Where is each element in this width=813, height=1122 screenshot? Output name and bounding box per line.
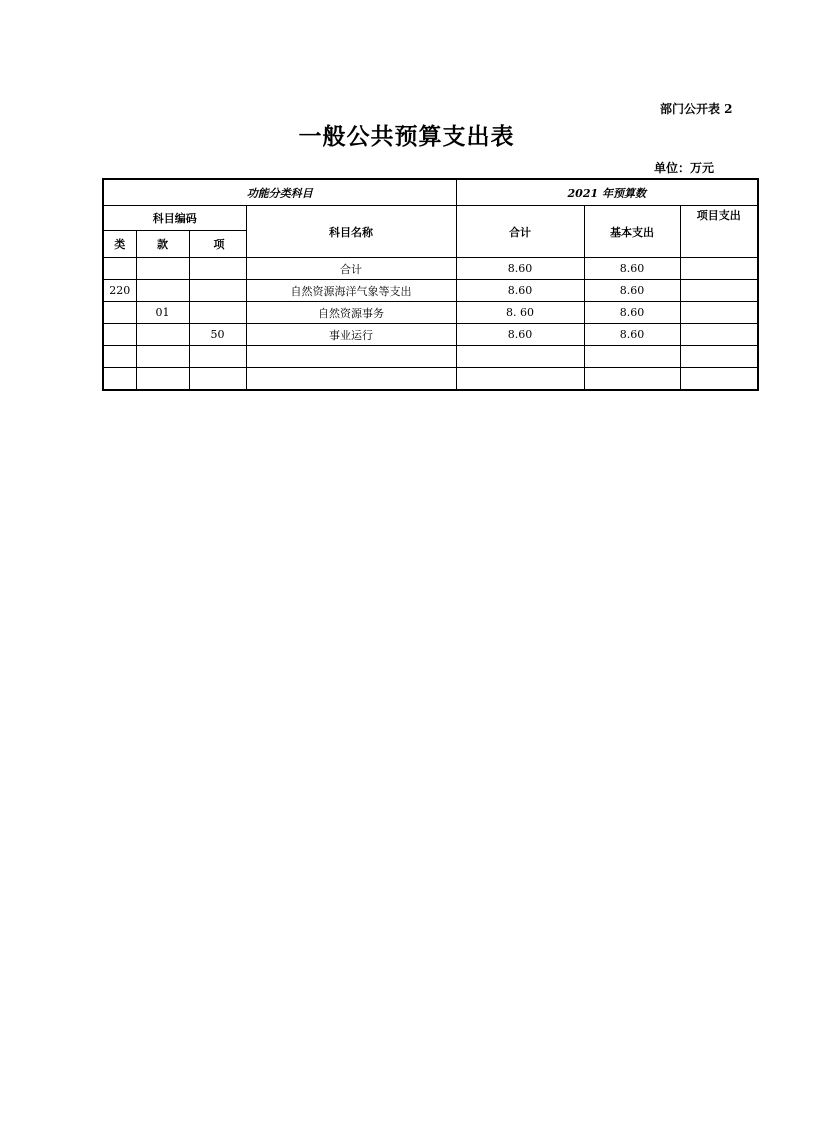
cell-xiang [189,302,246,324]
cell-total [456,346,584,368]
cell-kuan [136,280,189,302]
cell-project [680,302,758,324]
cell-lei [103,324,136,346]
cell-total: 8.60 [456,280,584,302]
cell-lei [103,258,136,280]
cell-name: 合计 [246,258,456,280]
cell-project [680,368,758,391]
table-row [103,368,758,391]
cell-lei: 220 [103,280,136,302]
cell-project [680,346,758,368]
cell-lei [103,346,136,368]
cell-name [246,346,456,368]
cell-kuan: 01 [136,302,189,324]
page-title: 一般公共预算支出表 [298,123,515,150]
table-row [103,346,758,368]
header-basic: 基本支出 [584,206,680,258]
cell-xiang [189,258,246,280]
cell-total: 8.60 [456,324,584,346]
cell-kuan [136,346,189,368]
header-xiang [189,231,246,258]
cell-xiang [189,346,246,368]
cell-name [246,368,456,391]
cell-kuan [136,324,189,346]
cell-basic [584,368,680,391]
cell-kuan [136,368,189,391]
cell-basic: 8.60 [584,324,680,346]
unit-label: 单位：万元 [654,161,715,175]
header-class: 类 [103,231,136,258]
cell-basic: 8.60 [584,302,680,324]
header-name: 科目名称 [246,206,456,258]
cell-lei [103,302,136,324]
doc-label: 部门公开表 2 [660,102,733,116]
cell-total: 8. 60 [456,302,584,324]
cell-kuan [136,258,189,280]
header-xiang-text: 项 [213,238,225,251]
header-functional: 功能分类科目 [103,179,456,206]
cell-xiang [189,280,246,302]
table-row [103,302,758,324]
cell-project [680,280,758,302]
table-row [103,280,758,302]
cell-name: 事业运行 [246,324,456,346]
cell-basic [584,346,680,368]
header-total: 合计 [456,206,584,258]
header-row-1 [103,179,758,206]
header-project: 项目支出 [680,206,758,258]
header-code: 科目编码 [103,206,246,231]
cell-lei [103,368,136,391]
cell-xiang [189,368,246,391]
cell-name: 自然资源海洋气象等支出 [246,280,456,302]
cell-total [456,368,584,391]
header-row-2 [103,206,758,231]
budget-table [102,178,759,391]
cell-basic: 8.60 [584,280,680,302]
table-row [103,324,758,346]
cell-project [680,258,758,280]
cell-xiang: 50 [189,324,246,346]
cell-project [680,324,758,346]
cell-total: 8.60 [456,258,584,280]
header-budget: 2021 年预算数 [456,179,758,206]
cell-name: 自然资源事务 [246,302,456,324]
cell-basic: 8.60 [584,258,680,280]
header-kuan: 款 [136,231,189,258]
table-row [103,258,758,280]
